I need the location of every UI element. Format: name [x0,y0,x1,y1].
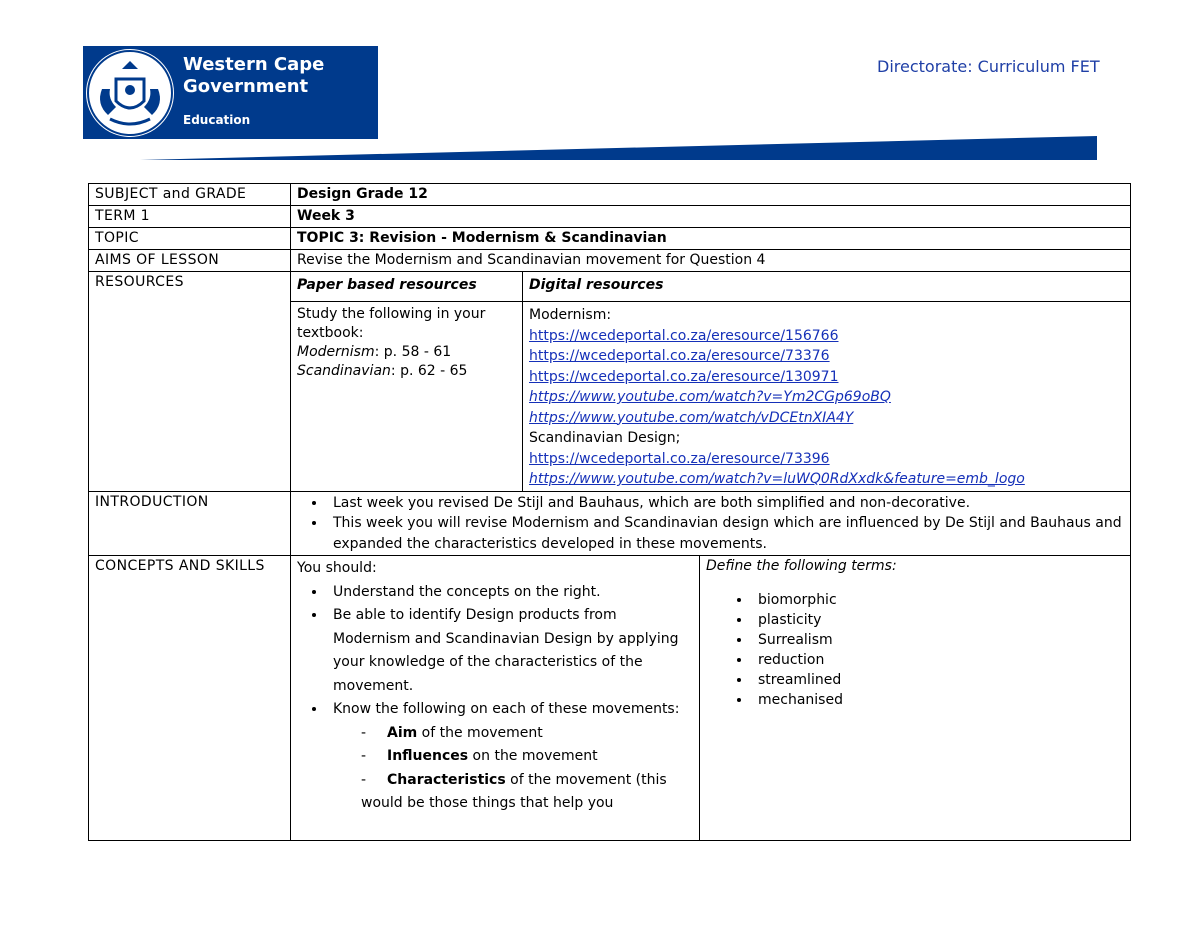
concepts-skills [291,556,700,841]
sub-item-characteristics: - Characteristics of the movement (this would be those things that help you [355,769,693,816]
link-eresource-130971[interactable]: https://wcedeportal.co.za/eresource/130971 [529,368,839,385]
term-item: • biomorphic [752,590,1124,610]
concept-bullet: • Be able to identify Design products from Modernism and Scandinavian Design by applying your knowledge of the characteristics of the movement. [327,604,693,698]
modernism-pages: : p. 58 - 61 [374,344,452,360]
concepts-label: CONCEPTS AND SKILLS [89,556,291,841]
link-eresource-73376[interactable]: https://wcedeportal.co.za/eresource/73376 [529,348,830,364]
row-subject [89,184,1131,206]
resources-label: RESOURCES [89,272,291,492]
subject-label: SUBJECT and GRADE [89,184,291,206]
link-youtube-modernism-2[interactable]: https://www.youtube.com/watch/vDCEtnXIA4Y [529,409,854,426]
row-concepts [89,556,1131,841]
paper-resources-header: Paper based resources [291,272,523,302]
link-eresource-156766[interactable]: https://wcedeportal.co.za/eresource/156766 [529,327,839,344]
paper-scandinavian [297,362,516,381]
sub-item-influences: - Influences on the movement [355,745,693,769]
term-item: • streamlined [752,670,1124,690]
term-item: • Surrealism [752,630,1124,650]
row-resources-header [89,272,1131,302]
logo-line-1: Western Cape [183,54,325,75]
aims-label: AIMS OF LESSON [89,250,291,272]
paper-line-1: Study the following in your [297,306,486,322]
concept-bullet: • Know the following on each of these movements: [327,698,693,722]
wcg-logo [83,46,378,139]
row-introduction [89,491,1131,556]
intro-bullet: • This week you will revise Modernism and Scandinavian design which are influenced by De Stijl and Bauhaus and expanded the characteristics developed in these movements. [327,513,1124,554]
topic-value: TOPIC 3: Revision - Modernism & Scandinavian [291,228,1131,250]
term-value: Week 3 [291,206,1131,228]
modernism-term: Modernism [297,344,375,360]
intro-bullet: • Last week you revised De Stijl and Bauhaus, which are both simplified and non-decorative. [327,493,1124,514]
row-topic [89,228,1131,250]
concept-bullet: • Understand the concepts on the right. [327,581,693,605]
modernism-heading: Modernism: [529,307,612,323]
lesson-plan-table [88,183,1131,841]
logo-line-2: Government [183,76,309,97]
term-label: TERM 1 [89,206,291,228]
row-aims [89,250,1131,272]
topic-label: TOPIC [89,228,291,250]
row-term [89,206,1131,228]
link-youtube-modernism-1[interactable]: https://www.youtube.com/watch?v=Ym2CGp69oBQ [529,389,891,405]
subject-value: Design Grade 12 [291,184,1131,206]
aims-value: Revise the Modernism and Scandinavian movement for Question 4 [291,250,1131,272]
header-swoosh [140,134,1100,162]
term-item: • plasticity [752,610,1124,630]
term-item: • mechanised [752,690,1124,710]
define-heading: Define the following terms: [706,558,897,574]
paper-resources [291,302,523,492]
paper-modernism [297,343,516,362]
introduction-content [291,491,1131,556]
define-terms [700,556,1131,841]
digital-resources-header: Digital resources [523,272,1131,302]
link-eresource-73396[interactable]: https://wcedeportal.co.za/eresource/73396 [529,450,830,467]
coat-of-arms-icon [86,49,174,137]
you-should-label: You should: [297,560,377,576]
sub-item-aim: - Aim of the movement [355,722,693,746]
scandinavian-heading: Scandinavian Design; [529,430,681,446]
link-youtube-scandinavian[interactable]: https://www.youtube.com/watch?v=luWQ0RdXxdk&feature=emb_logo [529,471,1025,487]
scandinavian-term: Scandinavian [297,363,391,379]
introduction-label: INTRODUCTION [89,491,291,556]
scandinavian-pages: : p. 62 - 65 [390,363,468,379]
paper-line-2: textbook: [297,325,364,341]
digital-resources [523,302,1131,492]
term-item: • reduction [752,650,1124,670]
logo-title [183,54,324,98]
logo-subtitle: Education [183,113,251,127]
directorate-label: Directorate: Curriculum FET [877,57,1100,76]
